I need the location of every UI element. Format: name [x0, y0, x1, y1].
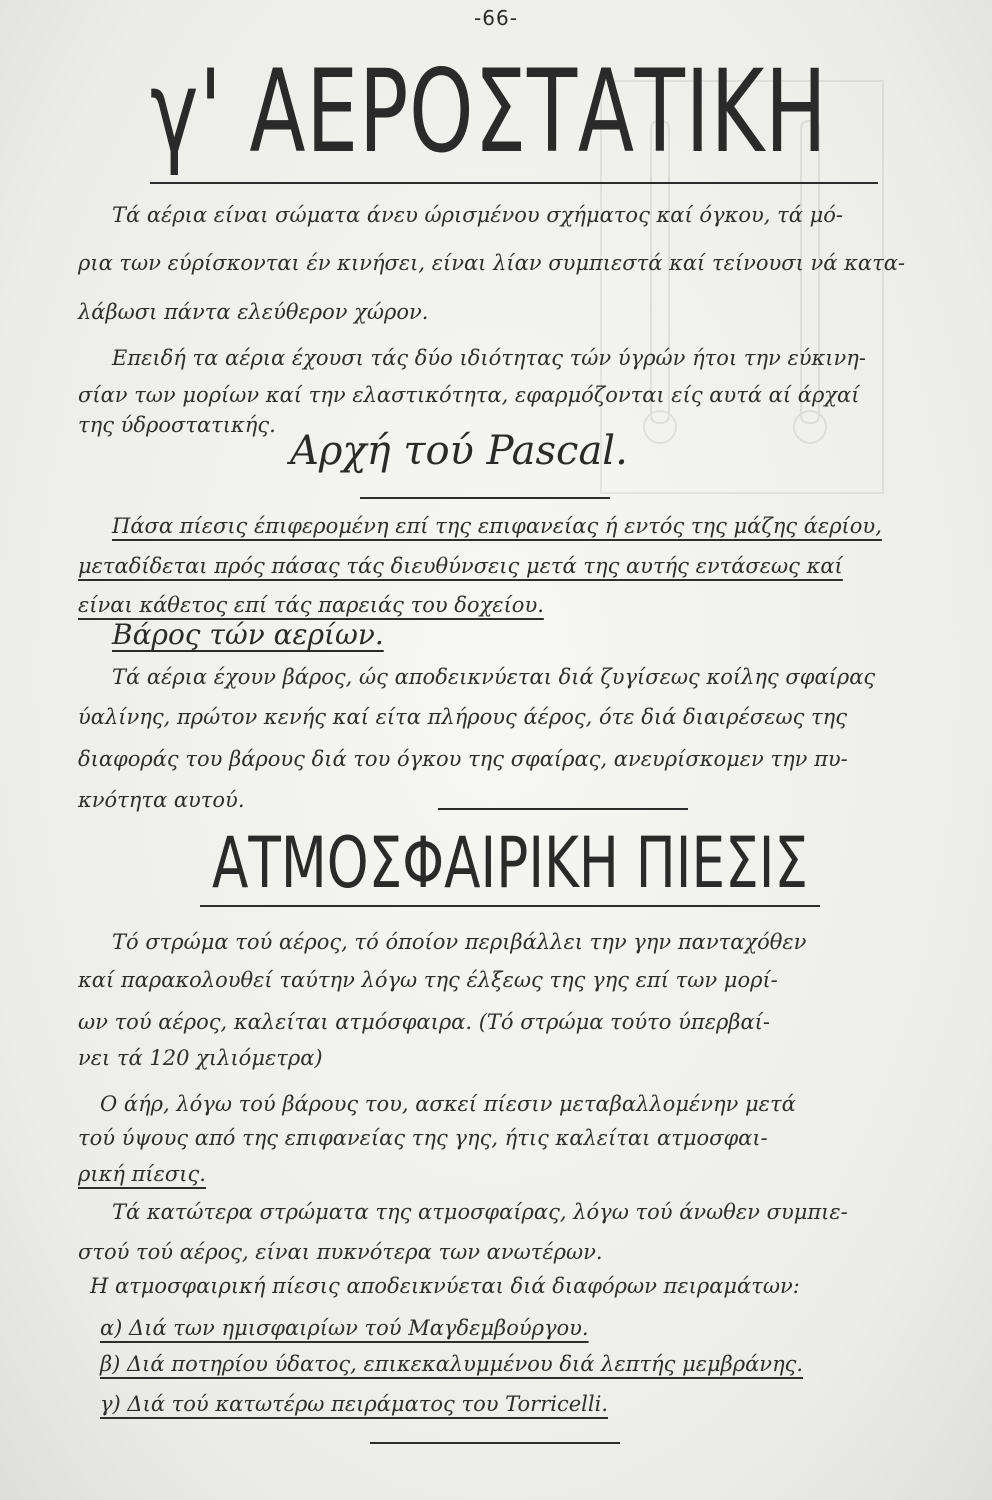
section-title-atmospheric-pressure: ΑΤΜΟΣΦΑΙΡΙΚΗ ΠΙΕΣΙΣ [212, 822, 809, 904]
pascal-line-2: μεταδίδεται πρός πάσας τάς διευθύνσεις μετά της αυτής εντάσεως καί [78, 554, 843, 578]
pascal-separator [360, 497, 610, 499]
atmosphere-line-6: τού ύψους από της επιφανείας της γης, ήτις καλείται ατμοσφαι- [78, 1126, 768, 1150]
section-separator [438, 808, 688, 810]
weight-line-3: διαφοράς του βάρους διά του όγκου της σφαίρας, ανευρίσκομεν την πυ- [78, 747, 848, 771]
atmosphere-line-9: στού τού αέρος, είναι πυκνότερα των ανωτέρων. [78, 1240, 603, 1264]
weight-line-2: ύαλίνης, πρώτον κενής καί είτα πλήρους άέρος, ότε διά διαιρέσεως της [78, 705, 847, 729]
page-number: -66- [474, 6, 518, 30]
atmosphere-line-10: Η ατμοσφαιρική πίεσις αποδεικνύεται διά διαφόρων πειραμάτων: [90, 1274, 800, 1298]
atmosphere-line-8: Τά κατώτερα στρώματα της ατμοσφαίρας, λόγω τού άνωθεν συμπιε- [112, 1200, 848, 1224]
pascal-heading: Αρχή τού Pascal. [290, 428, 628, 474]
weight-line-1: Τά αέρια έχουν βάρος, ώς αποδεικνύεται διά ζυγίσεως κοίλης σφαίρας [112, 665, 876, 689]
weight-line-4: κνότητα αυτού. [78, 788, 245, 812]
pascal-line-3: είναι κάθετος επί τάς παρειάς του δοχείου. [78, 593, 544, 617]
experiment-item-c: γ) Διά τού κατωτέρω πειράματος του Torricelli. [100, 1392, 608, 1416]
intro-line-3: λάβωσι πάντα ελεύθερον χώρον. [78, 300, 429, 324]
experiment-item-b: β) Διά ποτηρίου ύδατος, επικεκαλυμμένου διά λεπτής μεμβράνης. [100, 1352, 804, 1376]
atmosphere-line-3: ων τού αέρος, καλείται ατμόσφαιρα. (Τό στρώμα τούτο ύπερβαί- [78, 1010, 770, 1034]
experiment-item-a: α) Διά των ημισφαιρίων τού Μαγδεμβούργου. [100, 1316, 589, 1340]
closing-separator [370, 1442, 620, 1444]
atmosphere-line-4: νει τά 120 χιλιόμετρα) [78, 1046, 323, 1070]
atmosphere-line-1: Τό στρώμα τού αέρος, τό όποίον περιβάλλει την γην πανταχόθεν [112, 930, 807, 954]
page-title: γ' ΑΕΡΟΣΤΑΤΙΚΗ [150, 45, 828, 178]
atmosphere-line-5: Ο άήρ, λόγω τού βάρους του, ασκεί πίεσιν μεταβαλλομένην μετά [100, 1092, 796, 1116]
intro-line-5: σίαν των μορίων καί την ελαστικότητα, εφαρμόζονται είς αυτά αί άρχαί [78, 383, 860, 407]
intro-line-4: Επειδή τα αέρια έχουσι τάς δύο ιδιότητας τών ύγρών ήτοι την εύκινη- [112, 346, 866, 370]
atmosphere-line-7: ρική πίεσις. [78, 1162, 206, 1186]
section-title-underline [200, 905, 820, 907]
title-underline [150, 182, 878, 184]
intro-line-2: ρια των εύρίσκονται έν κινήσει, είναι λίαν συμπιεστά καί τείνουσι νά κατα- [78, 251, 905, 275]
atmosphere-line-2: καί παρακολουθεί ταύτην λόγω της έλξεως της γης επί των μορί- [78, 968, 778, 992]
intro-line-6: της ύδροστατικής. [78, 413, 276, 437]
weight-heading: Βάρος τών αερίων. [112, 618, 384, 651]
intro-line-1: Τά αέρια είναι σώματα άνευ ώρισμένου σχήματος καί όγκου, τά μό- [112, 203, 843, 227]
pascal-line-1: Πάσα πίεσις έπιφερομένη επί της επιφανείας ή εντός της μάζης άερίου, [112, 514, 882, 538]
